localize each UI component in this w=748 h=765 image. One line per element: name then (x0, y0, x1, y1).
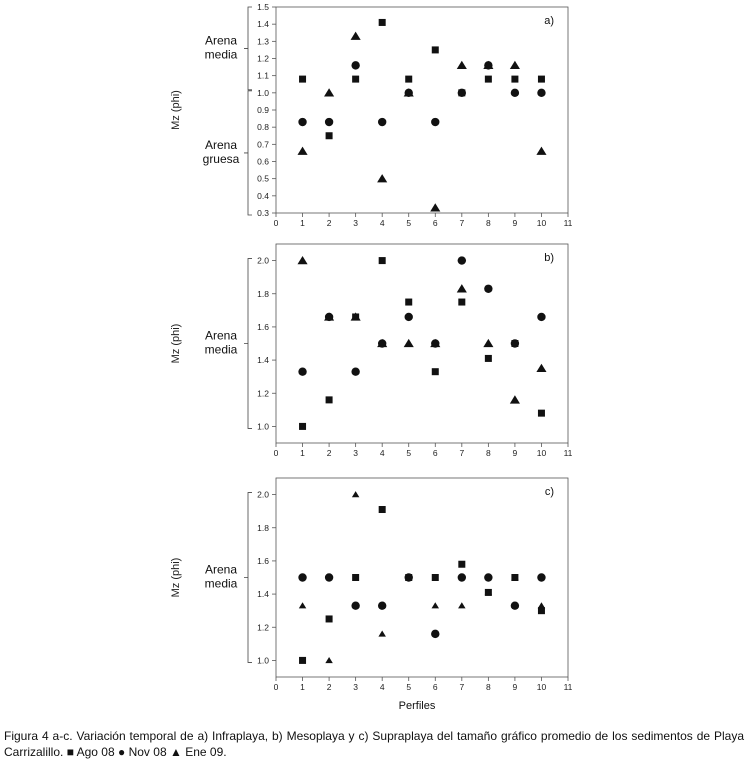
bracket-1 (205, 259, 252, 429)
x-tick-label: 4 (379, 218, 385, 228)
y-tick-label: 1.2 (257, 622, 269, 633)
circle-marker (484, 285, 492, 293)
y-tick-label: 0.5 (257, 173, 269, 184)
triangle-icon: ▲ (169, 745, 182, 759)
triangle-marker (378, 630, 385, 636)
y-tick-label: 1.8 (257, 288, 269, 299)
chart-panel-a (170, 2, 573, 228)
y-tick-label: 0.8 (257, 122, 269, 133)
x-tick-label: 9 (512, 448, 518, 458)
triangle-marker (352, 491, 359, 497)
chart-panel-b (170, 244, 573, 458)
x-tick-label: 11 (563, 682, 573, 692)
bracket-1 (205, 493, 252, 663)
series-circle (298, 256, 545, 376)
circle-marker (537, 313, 545, 321)
plot-frame (276, 7, 568, 213)
circle-marker (431, 630, 439, 638)
triangle-marker (510, 395, 520, 403)
triangle-marker (325, 657, 332, 663)
square-marker (538, 76, 545, 83)
y-tick-label: 0.4 (257, 190, 269, 201)
circle-marker (378, 118, 386, 126)
bracket-line (244, 493, 252, 663)
x-tick-label: 8 (485, 682, 491, 692)
square-marker (326, 396, 333, 403)
x-tick-label: 4 (379, 682, 385, 692)
square-marker (352, 76, 359, 83)
x-tick-label: 8 (485, 448, 491, 458)
x-tick-label: 6 (432, 218, 438, 228)
square-icon: ■ (66, 745, 74, 759)
y-tick-label: 1.6 (257, 555, 269, 566)
series-square (299, 19, 545, 139)
circle-marker (511, 89, 519, 97)
x-tick-label: 8 (485, 218, 491, 228)
panel-label: b) (544, 252, 554, 264)
square-marker (299, 657, 306, 664)
triangle-marker (483, 339, 493, 347)
bracket-2 (203, 91, 252, 215)
x-tick-label: 2 (326, 218, 332, 228)
x-tick-label: 0 (273, 682, 279, 692)
series-circle (298, 61, 545, 126)
y-axis-label: Mz (phi) (170, 90, 182, 130)
x-tick-label: 5 (406, 448, 412, 458)
square-marker (352, 574, 359, 581)
y-axis-label: Mz (phi) (170, 557, 182, 598)
caption-text: Figura 4 a-c. Variación temporal de a) Infraplaya, b) Mesoplaya y c) Supraplaya del tamaño gráfico promedio de los sedimentos de Playa Carrizalillo. (4, 729, 744, 759)
x-tick-label: 4 (379, 448, 385, 458)
x-tick-label: 5 (406, 218, 412, 228)
y-tick-label: 1.4 (257, 19, 269, 30)
y-tick-label: 1.0 (257, 655, 269, 666)
x-tick-label: 1 (300, 682, 305, 692)
legend-item-ago08: ■ Ago 08 (66, 745, 115, 759)
bracket-label: Arena (204, 137, 238, 152)
bracket-line (244, 91, 252, 215)
series-circle (298, 573, 545, 638)
y-tick-label: 0.6 (257, 156, 269, 167)
y-tick-label: 1.2 (257, 53, 269, 64)
x-axis-label: Perfiles (398, 700, 436, 712)
y-tick-label: 1.1 (257, 70, 269, 81)
circle-marker (325, 118, 333, 126)
bracket-line (244, 7, 252, 90)
bracket-label: media (204, 342, 238, 357)
legend-item-ene09: ▲ Ene 09. (169, 745, 227, 759)
x-tick-label: 6 (432, 448, 438, 458)
figure-caption (4, 728, 744, 760)
x-tick-label: 1 (300, 218, 305, 228)
triangle-marker (351, 312, 361, 320)
x-tick-label: 0 (273, 218, 279, 228)
triangle-marker (351, 32, 361, 40)
triangle-marker (324, 88, 334, 96)
square-marker (379, 257, 386, 264)
triangle-marker (430, 203, 440, 211)
panel-label: c) (544, 486, 554, 498)
series-square (299, 506, 545, 664)
series-triangle (299, 491, 545, 663)
x-tick-label: 5 (406, 682, 412, 692)
plot-frame (276, 478, 568, 677)
bracket-label: media (204, 47, 238, 62)
y-tick-label: 1.2 (257, 388, 269, 399)
circle-marker (405, 313, 413, 321)
triangle-marker (538, 602, 545, 608)
x-tick-label: 9 (512, 682, 518, 692)
circle-marker (484, 573, 492, 581)
circle-marker (537, 89, 545, 97)
y-tick-label: 1.0 (257, 87, 269, 98)
y-tick-label: 1.3 (257, 36, 269, 47)
bracket-label: Arena (204, 562, 238, 577)
triangle-marker (377, 174, 387, 182)
circle-marker (351, 601, 359, 609)
triangle-marker (457, 284, 467, 292)
triangle-marker (299, 602, 306, 608)
bracket-label: Arena (204, 33, 238, 48)
circle-marker (511, 601, 519, 609)
y-tick-label: 2.0 (257, 255, 269, 266)
square-marker (432, 574, 439, 581)
circle-marker (458, 256, 466, 264)
x-tick-label: 0 (273, 448, 279, 458)
series-triangle (297, 32, 546, 212)
series-triangle (297, 256, 546, 404)
circle-marker (537, 573, 545, 581)
circle-marker (298, 573, 306, 581)
triangle-marker (432, 602, 439, 608)
circle-marker (511, 339, 519, 347)
y-tick-label: 1.4 (257, 589, 269, 600)
x-tick-label: 3 (353, 218, 359, 228)
square-marker (485, 76, 492, 83)
circle-marker (458, 573, 466, 581)
circle-marker (431, 118, 439, 126)
legend-item-nov08: ● Nov 08 (118, 745, 167, 759)
y-tick-label: 1.0 (257, 421, 269, 432)
square-marker (538, 410, 545, 417)
x-tick-label: 10 (536, 218, 547, 228)
y-tick-label: 1.8 (257, 522, 269, 533)
y-tick-label: 1.4 (257, 355, 269, 366)
square-marker (485, 355, 492, 362)
bracket-label: Arena (204, 328, 238, 343)
square-marker (299, 76, 306, 83)
triangle-marker (510, 61, 520, 69)
circle-marker (351, 367, 359, 375)
x-tick-label: 2 (326, 448, 332, 458)
x-tick-label: 1 (300, 448, 305, 458)
y-tick-label: 0.9 (257, 105, 269, 115)
square-marker (326, 615, 333, 622)
x-tick-label: 9 (512, 218, 518, 228)
x-tick-label: 6 (432, 682, 438, 692)
x-tick-label: 3 (353, 448, 359, 458)
y-tick-label: 2.0 (257, 489, 269, 500)
triangle-marker (536, 147, 546, 155)
x-tick-label: 7 (459, 448, 465, 458)
x-tick-label: 11 (563, 448, 573, 458)
square-marker (379, 506, 386, 513)
y-tick-label: 1.5 (257, 2, 269, 12)
square-marker (379, 19, 386, 26)
circle-marker (378, 601, 386, 609)
square-marker (458, 561, 465, 568)
x-tick-label: 7 (459, 218, 465, 228)
circle-marker (298, 367, 306, 375)
x-tick-label: 10 (536, 682, 547, 692)
bracket-1 (205, 7, 252, 90)
triangle-marker (458, 602, 465, 608)
bracket-line (244, 259, 252, 429)
chart-panel-c (170, 478, 573, 712)
square-marker (299, 423, 306, 430)
x-tick-label: 10 (536, 448, 547, 458)
triangle-marker (297, 147, 307, 155)
series-square (299, 257, 545, 430)
bracket-label: media (204, 576, 238, 591)
circle-marker (325, 573, 333, 581)
square-marker (405, 76, 412, 83)
panel-label: a) (544, 15, 554, 27)
y-tick-label: 0.3 (257, 208, 269, 218)
x-tick-label: 7 (459, 682, 465, 692)
x-tick-label: 3 (353, 682, 359, 692)
x-tick-label: 2 (326, 682, 332, 692)
square-marker (511, 76, 518, 83)
y-tick-label: 1.6 (257, 321, 269, 332)
triangle-marker (297, 256, 307, 264)
y-tick-label: 0.7 (257, 139, 269, 150)
bracket-label: gruesa (202, 151, 240, 166)
triangle-marker (404, 339, 414, 347)
circle-icon: ● (118, 745, 126, 759)
square-marker (432, 368, 439, 375)
circle-marker (458, 89, 466, 97)
circle-marker (298, 118, 306, 126)
square-marker (326, 132, 333, 139)
square-marker (432, 46, 439, 53)
square-marker (405, 299, 412, 306)
plot-frame (276, 244, 568, 443)
circle-marker (351, 61, 359, 69)
triangle-marker (536, 364, 546, 372)
square-marker (458, 299, 465, 306)
y-axis-label: Mz (phi) (170, 323, 182, 364)
triangle-marker (457, 61, 467, 69)
x-tick-label: 11 (563, 218, 573, 228)
